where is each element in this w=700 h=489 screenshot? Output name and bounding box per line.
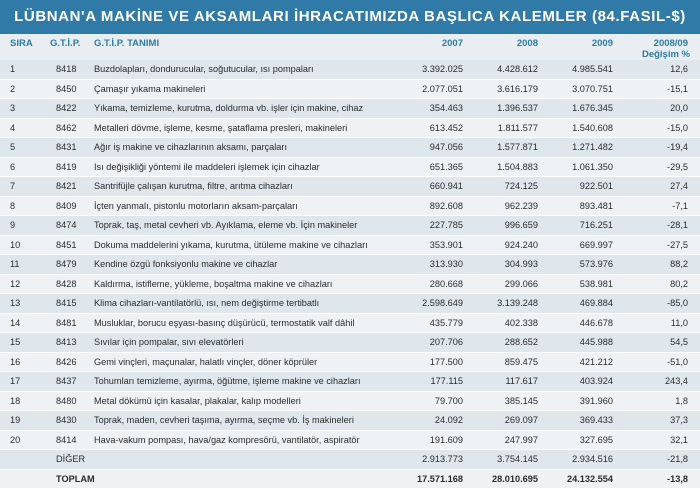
row-value-2009: 2.934.516: [545, 450, 613, 469]
header-sira: SIRA: [10, 38, 33, 49]
row-value-2009: 24.132.554: [545, 470, 613, 489]
table-row: [0, 372, 700, 392]
table-row: [0, 411, 700, 431]
row-change: -15,0: [615, 119, 688, 138]
row-value-2009: 403.924: [545, 372, 613, 391]
table-header: [0, 34, 700, 60]
row-gtip: 8430: [56, 411, 96, 430]
row-gtip: 8450: [56, 80, 96, 99]
row-value-2007: 24.092: [395, 411, 463, 430]
row-change: -51,0: [615, 353, 688, 372]
row-value-2008: 117.617: [470, 372, 538, 391]
table-row: [0, 236, 700, 256]
row-value-2009: 1.061.350: [545, 158, 613, 177]
row-value-2008: 247.997: [470, 431, 538, 450]
table-row: [0, 314, 700, 334]
row-value-2007: 2.598.649: [395, 294, 463, 313]
row-value-2009: 669.997: [545, 236, 613, 255]
row-sira: 4: [10, 119, 40, 138]
row-value-2008: 924.240: [470, 236, 538, 255]
row-value-2007: 2.913.773: [395, 450, 463, 469]
row-sira: 16: [10, 353, 40, 372]
row-value-2007: 435.779: [395, 314, 463, 333]
table-row: [0, 392, 700, 412]
row-change: -29,5: [615, 158, 688, 177]
row-sira: 1: [10, 60, 40, 79]
row-value-2008: 1.504.883: [470, 158, 538, 177]
row-value-2007: 280.668: [395, 275, 463, 294]
row-value-2007: 2.077.051: [395, 80, 463, 99]
row-change: -13,8: [615, 470, 688, 489]
row-value-2008: 1.396.537: [470, 99, 538, 118]
row-gtip: 8422: [56, 99, 96, 118]
row-value-2007: 353.901: [395, 236, 463, 255]
row-gtip: 8451: [56, 236, 96, 255]
row-change: 243,4: [615, 372, 688, 391]
row-value-2008: 1.577.871: [470, 138, 538, 157]
row-value-2009: 893.481: [545, 197, 613, 216]
table-row: [0, 197, 700, 217]
row-sira: 2: [10, 80, 40, 99]
row-sira: 15: [10, 333, 40, 352]
row-value-2007: 17.571.168: [395, 470, 463, 489]
table-row: [0, 450, 700, 470]
row-change: -21,8: [615, 450, 688, 469]
row-value-2007: 191.609: [395, 431, 463, 450]
row-description: Toprak, taş, metal cevheri vb. Ayıklama, eleme vb. İçin makineler: [94, 216, 414, 235]
row-sira: 3: [10, 99, 40, 118]
row-change: 27,4: [615, 177, 688, 196]
header-2009: 2009: [570, 38, 613, 49]
row-value-2009: 4.985.541: [545, 60, 613, 79]
row-change: 11,0: [615, 314, 688, 333]
table-row: [0, 216, 700, 236]
row-description: Hava-vakum pompası, hava/gaz kompresörü, vantilatör, aspiratör: [94, 431, 414, 450]
row-value-2007: 177.500: [395, 353, 463, 372]
row-description: Klima cihazları-vantilatörlü, ısı, nem değiştirme tertibatlı: [94, 294, 414, 313]
row-gtip: 8462: [56, 119, 96, 138]
row-change: -28,1: [615, 216, 688, 235]
row-value-2008: 402.338: [470, 314, 538, 333]
row-value-2007: 3.392.025: [395, 60, 463, 79]
row-description: Tohumları temizleme, ayırma, öğütme, işleme makine ve cihazları: [94, 372, 414, 391]
row-sira: 13: [10, 294, 40, 313]
row-value-2009: 716.251: [545, 216, 613, 235]
row-value-2008: 3.754.145: [470, 450, 538, 469]
row-gtip: 8409: [56, 197, 96, 216]
row-description: Toprak, maden, cevheri taşıma, ayırma, seçme vb. İş makineleri: [94, 411, 414, 430]
row-change: -19,4: [615, 138, 688, 157]
row-gtip: DİĞER: [56, 450, 96, 469]
row-description: Dokuma maddelerini yıkama, kurutma, ütüleme makine ve cihazları: [94, 236, 414, 255]
row-value-2008: 299.066: [470, 275, 538, 294]
row-value-2008: 1.811.577: [470, 119, 538, 138]
row-description: Kaldırma, istifleme, yükleme, boşaltma makine ve cihazları: [94, 275, 414, 294]
row-value-2009: 3.070.751: [545, 80, 613, 99]
row-gtip: 8413: [56, 333, 96, 352]
row-sira: 17: [10, 372, 40, 391]
row-gtip: 8479: [56, 255, 96, 274]
row-gtip: TOPLAM: [56, 470, 96, 489]
row-value-2007: 177.115: [395, 372, 463, 391]
row-change: -15,1: [615, 80, 688, 99]
row-description: Yıkama, temizleme, kurutma, doldurma vb. işler için makine, cihaz: [94, 99, 414, 118]
header-gtip-tanimi: G.T.İ.P. TANIMI: [94, 38, 159, 49]
row-value-2007: 613.452: [395, 119, 463, 138]
row-gtip: 8431: [56, 138, 96, 157]
row-value-2009: 1.271.482: [545, 138, 613, 157]
table-row: [0, 99, 700, 119]
table-row: [0, 60, 700, 80]
row-value-2009: 469.884: [545, 294, 613, 313]
row-description: Musluklar, borucu eşyası-basınç düşürücü, termostatik valf dâhil: [94, 314, 414, 333]
table-row: [0, 294, 700, 314]
table-row: [0, 333, 700, 353]
row-value-2008: 3.616.179: [470, 80, 538, 99]
row-gtip: 8481: [56, 314, 96, 333]
row-gtip: 8421: [56, 177, 96, 196]
row-sira: 9: [10, 216, 40, 235]
row-value-2008: 859.475: [470, 353, 538, 372]
table-title: LÜBNAN'A MAKİNE VE AKSAMLARI İHRACATIMIZDA BAŞLICA KALEMLER (84.FASIL-$): [0, 0, 700, 34]
row-value-2009: 391.960: [545, 392, 613, 411]
row-value-2007: 227.785: [395, 216, 463, 235]
row-value-2009: 446.678: [545, 314, 613, 333]
row-sira: 8: [10, 197, 40, 216]
header-2008: 2008: [495, 38, 538, 49]
row-change: 20,0: [615, 99, 688, 118]
row-description: Çamaşır yıkama makineleri: [94, 80, 414, 99]
row-gtip: 8437: [56, 372, 96, 391]
row-description: Buzdolapları, dondurucular, soğutucular, ısı pompaları: [94, 60, 414, 79]
row-value-2008: 269.097: [470, 411, 538, 430]
row-change: 54,5: [615, 333, 688, 352]
row-change: 37,3: [615, 411, 688, 430]
row-value-2007: 79.700: [395, 392, 463, 411]
row-value-2008: 28.010.695: [470, 470, 538, 489]
row-change: 88,2: [615, 255, 688, 274]
row-value-2008: 724.125: [470, 177, 538, 196]
row-description: Metalleri dövme, işleme, kesme, şataflama presleri, makineleri: [94, 119, 414, 138]
row-value-2007: 892.608: [395, 197, 463, 216]
row-sira: 12: [10, 275, 40, 294]
row-value-2008: 962.239: [470, 197, 538, 216]
row-value-2008: 385.145: [470, 392, 538, 411]
table-body: [0, 60, 700, 489]
table-row: [0, 470, 700, 489]
row-change: -27,5: [615, 236, 688, 255]
row-description: Metal dökümü için kasalar, plakalar, kalıp modelleri: [94, 392, 414, 411]
table-row: [0, 177, 700, 197]
table-row: [0, 431, 700, 451]
table-row: [0, 80, 700, 100]
table-row: [0, 138, 700, 158]
row-sira: 10: [10, 236, 40, 255]
row-change: 12,6: [615, 60, 688, 79]
row-description: Kendine özgü fonksiyonlu makine ve cihazlar: [94, 255, 414, 274]
row-gtip: 8414: [56, 431, 96, 450]
row-sira: 7: [10, 177, 40, 196]
row-value-2007: 651.365: [395, 158, 463, 177]
header-change: 2008/09: [628, 38, 688, 49]
row-change: 80,2: [615, 275, 688, 294]
table-row: [0, 255, 700, 275]
header-gtip: G.T.İ.P.: [50, 38, 80, 49]
row-value-2007: 947.056: [395, 138, 463, 157]
row-description: İçten yanmalı, pistonlu motorların aksam-parçaları: [94, 197, 414, 216]
row-change: -85,0: [615, 294, 688, 313]
row-value-2009: 369.433: [545, 411, 613, 430]
row-gtip: 8428: [56, 275, 96, 294]
row-value-2008: 996.659: [470, 216, 538, 235]
header-2007: 2007: [420, 38, 463, 49]
table-row: [0, 275, 700, 295]
row-value-2009: 421.212: [545, 353, 613, 372]
row-change: 1,8: [615, 392, 688, 411]
row-value-2009: 1.676.345: [545, 99, 613, 118]
table-row: [0, 353, 700, 373]
header-change-sub: Değişim %: [642, 49, 690, 60]
row-gtip: 8415: [56, 294, 96, 313]
table-row: [0, 158, 700, 178]
row-change: 32,1: [615, 431, 688, 450]
row-value-2009: 445.988: [545, 333, 613, 352]
row-value-2009: 327.695: [545, 431, 613, 450]
row-value-2008: 304.993: [470, 255, 538, 274]
row-description: Gemi vinçleri, maçunalar, halatlı vinçler, döner köprüler: [94, 353, 414, 372]
row-description: Isı değişikliği yöntemi ile maddeleri işlemek için cihazlar: [94, 158, 414, 177]
row-description: Ağır iş makine ve cihazlarının aksamı, parçaları: [94, 138, 414, 157]
row-gtip: 8426: [56, 353, 96, 372]
row-gtip: 8418: [56, 60, 96, 79]
row-value-2007: 660.941: [395, 177, 463, 196]
row-value-2009: 573.976: [545, 255, 613, 274]
row-value-2007: 207.706: [395, 333, 463, 352]
row-value-2009: 538.981: [545, 275, 613, 294]
row-change: -7,1: [615, 197, 688, 216]
row-description: Santrifüjle çalışan kurutma, filtre, arıtma cihazları: [94, 177, 414, 196]
row-sira: 5: [10, 138, 40, 157]
row-sira: 6: [10, 158, 40, 177]
row-value-2009: 1.540.608: [545, 119, 613, 138]
row-value-2008: 288.652: [470, 333, 538, 352]
row-value-2008: 4.428.612: [470, 60, 538, 79]
row-sira: 11: [10, 255, 40, 274]
row-gtip: 8480: [56, 392, 96, 411]
row-value-2007: 354.463: [395, 99, 463, 118]
row-gtip: 8419: [56, 158, 96, 177]
row-value-2008: 3.139.248: [470, 294, 538, 313]
row-value-2009: 922.501: [545, 177, 613, 196]
row-sira: 20: [10, 431, 40, 450]
row-sira: 18: [10, 392, 40, 411]
row-sira: 19: [10, 411, 40, 430]
row-sira: 14: [10, 314, 40, 333]
table-row: [0, 119, 700, 139]
row-gtip: 8474: [56, 216, 96, 235]
row-description: Sıvılar için pompalar, sıvı elevatörleri: [94, 333, 414, 352]
row-value-2007: 313.930: [395, 255, 463, 274]
